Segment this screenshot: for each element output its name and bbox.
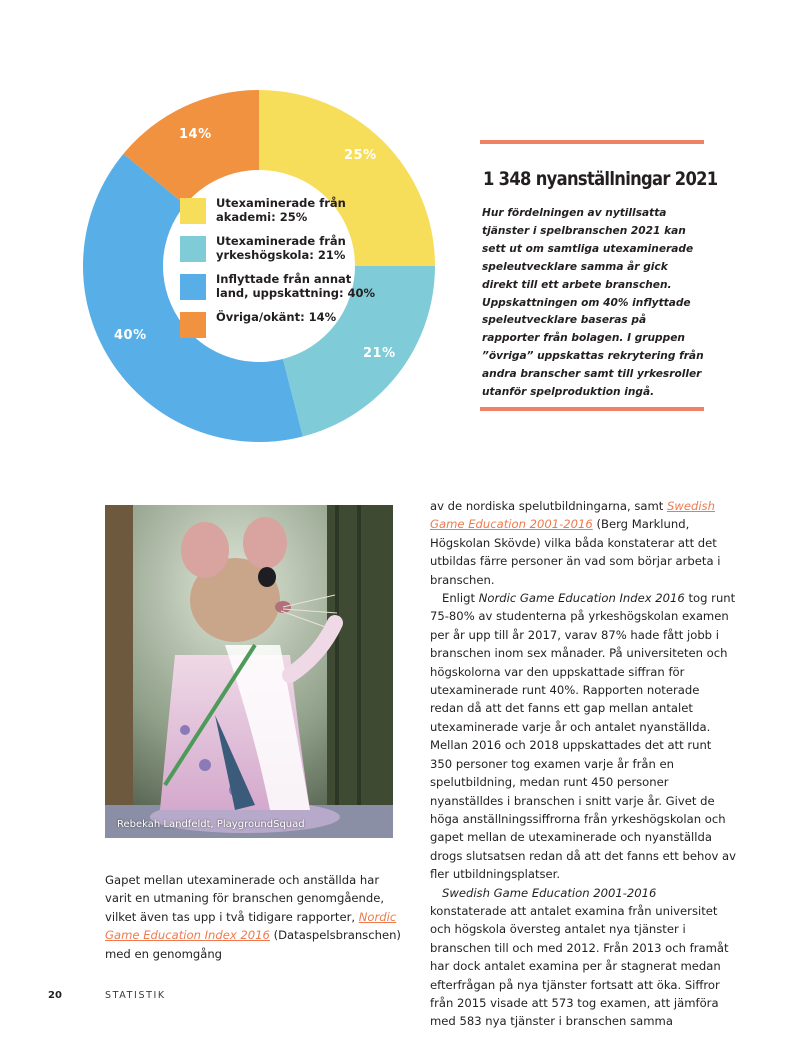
legend-swatch bbox=[180, 312, 206, 338]
mouse-figurine-photo bbox=[105, 505, 393, 838]
body-column-left bbox=[105, 871, 405, 963]
legend-item-ovriga bbox=[180, 312, 380, 350]
text-run: Gapet mellan utexaminerade och anställda har varit en utmaning för branschen genomgående, vilket även tas upp i två tidigare rapporter, bbox=[105, 873, 385, 924]
sidebar-text: Hur fördelningen av nytillsatta tjänster i spelbranschen 2021 kan sett ut om samtliga utexaminerade speleutvecklare samma år gick direkt till ett arbete branschen. Uppskattningen om 40% inflyttade speleutvecklare baseras på rapporter från bolagen. I gruppen ”övriga” uppskattas rekrytering från andra branscher samt till yrkesroller utanför spelproduktion ingå. bbox=[482, 207, 704, 399]
page-number: 20 bbox=[48, 990, 62, 1001]
text-run: av de nordiska spelutbildningarna, samt bbox=[430, 499, 667, 513]
legend-label: Övriga/okänt: 14% bbox=[216, 310, 337, 324]
chart-legend bbox=[180, 198, 380, 350]
link-nordic-game-education-index[interactable]: Nordic Game Education Index 2016 bbox=[105, 909, 397, 943]
legend-label: Inflyttade från annat land, uppskattning: 40% bbox=[216, 272, 376, 300]
legend-label: Utexaminerade från yrkeshögskola: 21% bbox=[216, 234, 346, 262]
section-name: STATISTIK bbox=[105, 990, 166, 1001]
slice-label-yrkeshogskola: 21% bbox=[363, 346, 396, 361]
legend-item-akademi bbox=[180, 198, 380, 236]
report-title: Nordic Game Education Index 2016 bbox=[478, 591, 685, 606]
text-run: (Dataspelsbranschen) med en genomgång bbox=[105, 928, 401, 961]
report-title: Swedish Game Education 2001-2016 bbox=[442, 885, 657, 900]
slice-label-akademi: 25% bbox=[344, 148, 377, 163]
sidebar-top-rule bbox=[480, 140, 704, 144]
sidebar-bottom-rule bbox=[480, 407, 704, 411]
paragraph bbox=[430, 589, 736, 884]
slice-label-inflyttade: 40% bbox=[114, 328, 147, 343]
legend-item-yrkeshogskola bbox=[180, 236, 380, 274]
photo-caption: Rebekah Landfeldt, PlaygroundSquad bbox=[117, 819, 305, 830]
legend-item-inflyttade bbox=[180, 274, 380, 312]
text-run: tog runt 75-80% av studenterna på yrkeshögskolan examen per år upp till år 2017, varav 87% hade fått jobb i branschen inom sex månader. På universiteten och högskolorna var den uppskattade siffran för utexaminerade runt 40%. Rapporten noterade redan då att det fanns ett gap mellan antalet utexaminerade varje år och antalet nyanställda. Mellan 2016 och 2018 uppskattades det att runt 350 personer tog examen varje år från en spelutbildning, medan runt 450 personer nyanställdes i branschen i snitt varje år. Givet de höga anställningssiffrorna från yrkeshögskolan och gapet mellan de utexaminerade och nyanställda drogs slutsatsen redan då att det fanns ett behov av fler utbildningsplatser. bbox=[430, 591, 736, 882]
legend-swatch bbox=[180, 236, 206, 262]
slice-label-ovriga: 14% bbox=[179, 127, 212, 142]
body-column-right bbox=[430, 497, 736, 1031]
text-run: konstaterade att antalet examina från universitet och högskola översteg antalet nya tjänster i branschen till och med 2012. Från 2013 och framåt har dock antalet examina per år stagnerat medan efterfrågan på nya tjänster fortsatt att öka. Siffror från 2015 visade att 573 tog examen, att jämföra med 583 nya tjänster i branschen samma bbox=[430, 903, 729, 1029]
paragraph bbox=[430, 497, 736, 589]
text-run: (Berg Marklund, Högskolan Skövde) vilka båda konstaterar att det utbildas färre personer än vad som börjar arbeta i branschen. bbox=[430, 517, 721, 587]
paragraph bbox=[105, 871, 405, 963]
legend-swatch bbox=[180, 274, 206, 300]
text-run: Enligt bbox=[442, 591, 479, 606]
paragraph bbox=[430, 884, 736, 1031]
donut-chart bbox=[80, 90, 440, 446]
sidebar-title: 1 348 nyanställningar 2021 bbox=[483, 168, 718, 190]
photo-illustration bbox=[105, 505, 393, 838]
link-swedish-game-education[interactable]: Swedish Game Education 2001-2016 bbox=[430, 499, 715, 532]
legend-label: Utexaminerade från akademi: 25% bbox=[216, 196, 346, 224]
legend-swatch bbox=[180, 198, 206, 224]
